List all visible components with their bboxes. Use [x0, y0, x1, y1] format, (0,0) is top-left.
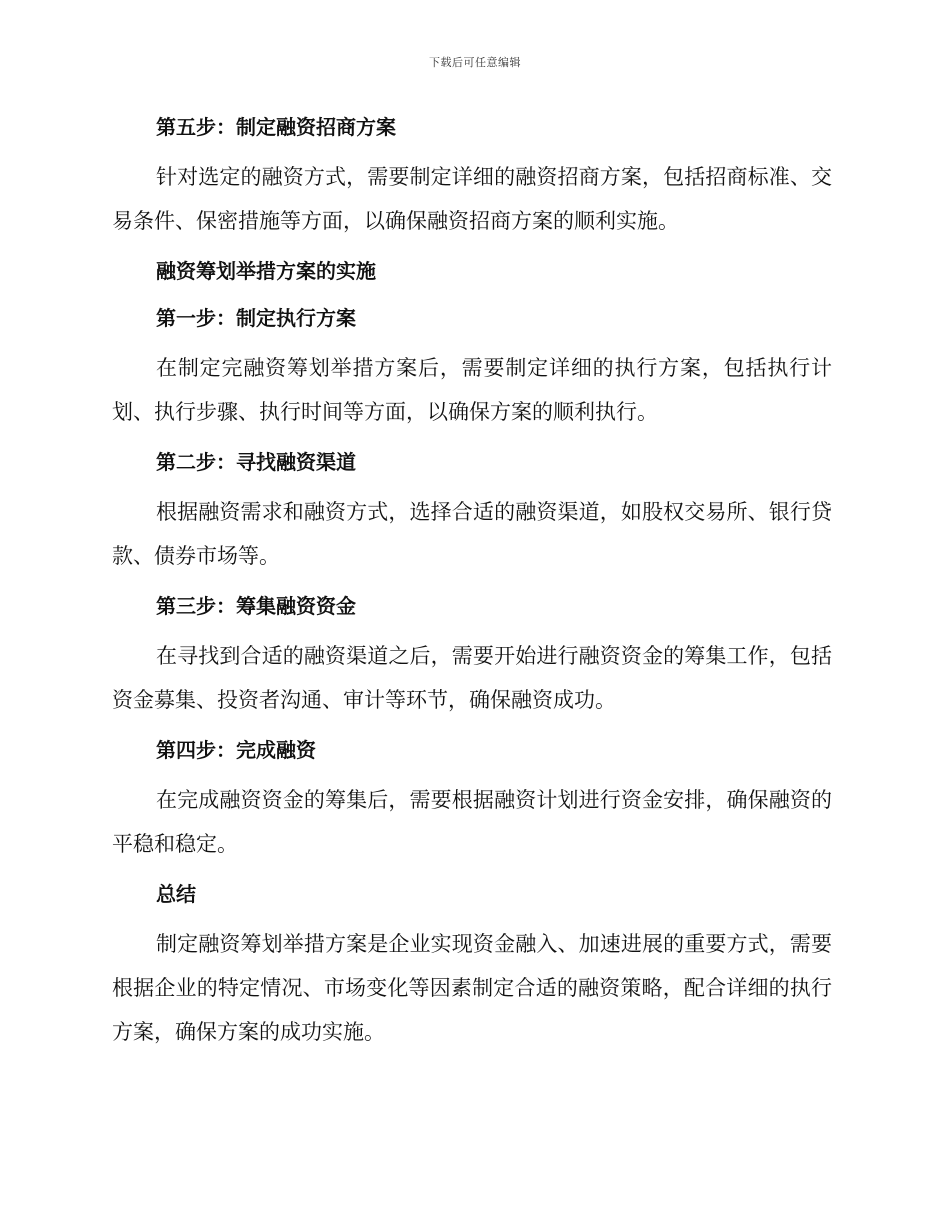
- section-paragraph-step-5: 针对选定的融资方式，需要制定详细的融资招商方案，包括招商标准、交易条件、保密措施等方面，以确保融资招商方案的顺利实施。: [112, 165, 832, 233]
- section-heading-step-5: 第五步：制定融资招商方案: [156, 115, 396, 139]
- section-heading-step-2: 第二步：寻找融资渠道: [156, 450, 356, 474]
- section-paragraph-step-3: 在寻找到合适的融资渠道之后，需要开始进行融资资金的筹集工作，包括资金募集、投资者沟通、审计等环节，确保融资成功。: [112, 644, 832, 712]
- section-heading-step-3: 第三步：筹集融资资金: [156, 594, 356, 618]
- section-paragraph-summary: 制定融资筹划举措方案是企业实现资金融入、加速进展的重要方式，需要根据企业的特定情况、市场变化等因素制定合适的融资策略，配合详细的执行方案，确保方案的成功实施。: [112, 932, 832, 1044]
- section-heading-summary: 总结: [156, 882, 196, 906]
- section-heading-implementation: 融资筹划举措方案的实施: [156, 259, 376, 283]
- section-paragraph-step-2: 根据融资需求和融资方式，选择合适的融资渠道，如股权交易所、银行贷款、债券市场等。: [112, 500, 832, 568]
- section-paragraph-step-4: 在完成融资资金的筹集后，需要根据融资计划进行资金安排，确保融资的平稳和稳定。: [112, 788, 832, 856]
- document-body: [112, 108, 832, 1063]
- section-heading-step-4: 第四步：完成融资: [156, 738, 316, 762]
- section-heading-step-1: 第一步：制定执行方案: [156, 306, 356, 330]
- page-header: 下载后可任意编辑: [429, 56, 521, 69]
- section-paragraph-step-1: 在制定完融资筹划举措方案后，需要制定详细的执行方案，包括执行计划、执行步骤、执行时间等方面，以确保方案的顺利执行。: [112, 356, 832, 424]
